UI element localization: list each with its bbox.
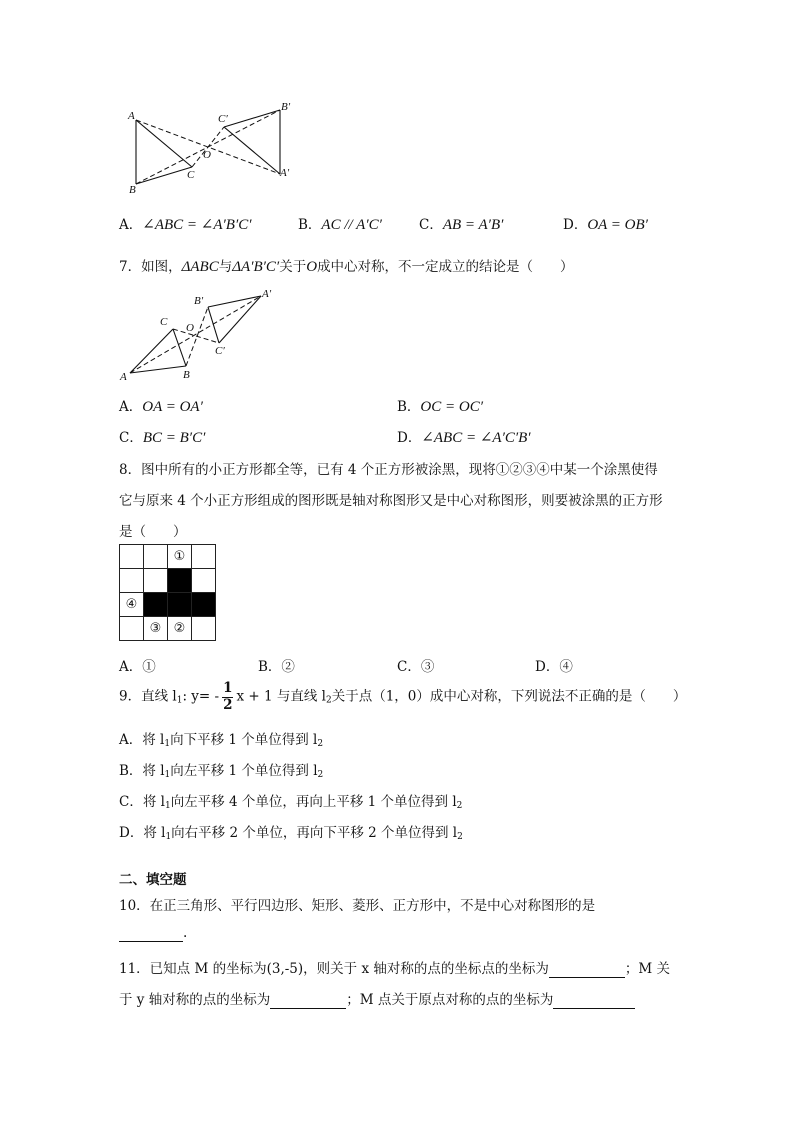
q7-stem: 7．如图，ΔABC与ΔA′B′C′关于O成中心对称，不一定成立的结论是（ ） (119, 259, 574, 275)
grid-cell-mark-1[interactable]: ① (168, 545, 192, 569)
q6-option-a[interactable]: A．∠ABC = ∠A′B′C′ (119, 217, 252, 233)
q8-stem-line3: 是（ ） (119, 524, 187, 540)
q9-fraction: $\frac{1}{2}$ (223, 680, 233, 713)
grid-cell-filled (144, 593, 168, 617)
q7-label-bprime: B′ (194, 295, 204, 307)
q7-label-a: A (120, 371, 127, 383)
q7-option-d[interactable]: D．∠ABC = ∠A′C′B′ (397, 430, 531, 446)
grid-cell-mark-3[interactable]: ③ (144, 617, 168, 641)
q6-label-a: A (128, 110, 135, 122)
grid-cell (144, 569, 168, 593)
grid-cell (192, 569, 216, 593)
q6-figure (120, 98, 300, 193)
grid-cell (144, 545, 168, 569)
q10-stem: 10．在正三角形、平行四边形、矩形、菱形、正方形中，不是中心对称图形的是 (119, 898, 596, 914)
q7-label-c: C (160, 316, 168, 328)
grid-cell (120, 545, 144, 569)
q6-option-b[interactable]: B．AC // A′C′ (298, 217, 382, 233)
q8-grid (119, 544, 216, 641)
q7-label-aprime: A′ (262, 288, 272, 300)
q6-label-bprime: B′ (281, 101, 291, 113)
grid-cell-filled (168, 569, 192, 593)
q8-option-c[interactable]: C．③ (397, 659, 435, 675)
q6-label-aprime: A′ (280, 167, 290, 179)
q7-option-b[interactable]: B．OC = OC′ (397, 399, 483, 415)
grid-cell-filled (168, 593, 192, 617)
grid-cell-mark-4[interactable]: ④ (120, 593, 144, 617)
q11-line2: 于 y 轴对称的点的坐标为 ；M 点关于原点对称的点的坐标为 (119, 988, 635, 1009)
q8-option-d[interactable]: D．④ (535, 659, 573, 675)
grid-cell (192, 545, 216, 569)
q7-figure (118, 287, 288, 383)
q7-label-cprime: C′ (215, 345, 225, 357)
q10-answer-line: . (119, 925, 187, 942)
grid-cell-mark-2[interactable]: ② (168, 617, 192, 641)
q8-option-a[interactable]: A．① (119, 659, 156, 675)
q7-label-b: B (183, 369, 190, 381)
q6-label-b: B (129, 184, 136, 193)
section-title: 二、填空题 (119, 872, 187, 888)
q6-option-c[interactable]: C．AB = A′B′ (419, 217, 504, 233)
q9-stem: 9．直线 $l_1$: y= - $\frac{1}{2}$ x + 1 与直线 $l_2$关于点（1，0）成中心对称，下列说法不正确的是（ ） (119, 680, 687, 713)
q6-label-c: C (187, 169, 195, 181)
grid-cell (192, 617, 216, 641)
q7-label-o: O (186, 322, 194, 334)
q11-blank-origin[interactable] (553, 992, 635, 1009)
q9-option-b[interactable]: B．将 $l_1$向左平移 1 个单位得到 $l_2$ (119, 763, 324, 780)
q8-option-b[interactable]: B．② (258, 659, 295, 675)
q6-label-o: O (203, 149, 211, 161)
q8-stem-line1: 8．图中所有的小正方形都全等，已有 4 个正方形被涂黑，现将①②③④中某一个涂黑使得 (119, 462, 658, 478)
q6-label-cprime: C′ (218, 113, 228, 125)
q7-option-c[interactable]: C．BC = B′C′ (119, 430, 206, 446)
q9-option-a[interactable]: A．将 $l_1$向下平移 1 个单位得到 $l_2$ (119, 732, 324, 749)
q6-option-d[interactable]: D．OA = OB′ (563, 217, 648, 233)
q11-line1: 11．已知点 M 的坐标为(3,-5)，则关于 x 轴对称的点的坐标点的坐标为 ；M 关 (119, 961, 670, 977)
q9-option-c[interactable]: C．将 $l_1$向左平移 4 个单位，再向上平移 1 个单位得到 $l_2$ (119, 794, 463, 811)
q7-option-a[interactable]: A．OA = OA′ (119, 399, 203, 415)
grid-cell (120, 569, 144, 593)
q8-stem-line2: 它与原来 4 个小正方形组成的图形既是轴对称图形又是中心对称图形，则要被涂黑的正方形 (119, 493, 663, 509)
q11-blank-y-axis[interactable] (270, 992, 346, 1009)
q10-answer-blank[interactable] (119, 925, 183, 942)
grid-cell (120, 617, 144, 641)
q11-blank-x-axis[interactable] (549, 961, 625, 978)
q9-option-d[interactable]: D．将 $l_1$向右平移 2 个单位，再向下平移 2 个单位得到 $l_2$ (119, 825, 463, 842)
grid-cell-filled (192, 593, 216, 617)
